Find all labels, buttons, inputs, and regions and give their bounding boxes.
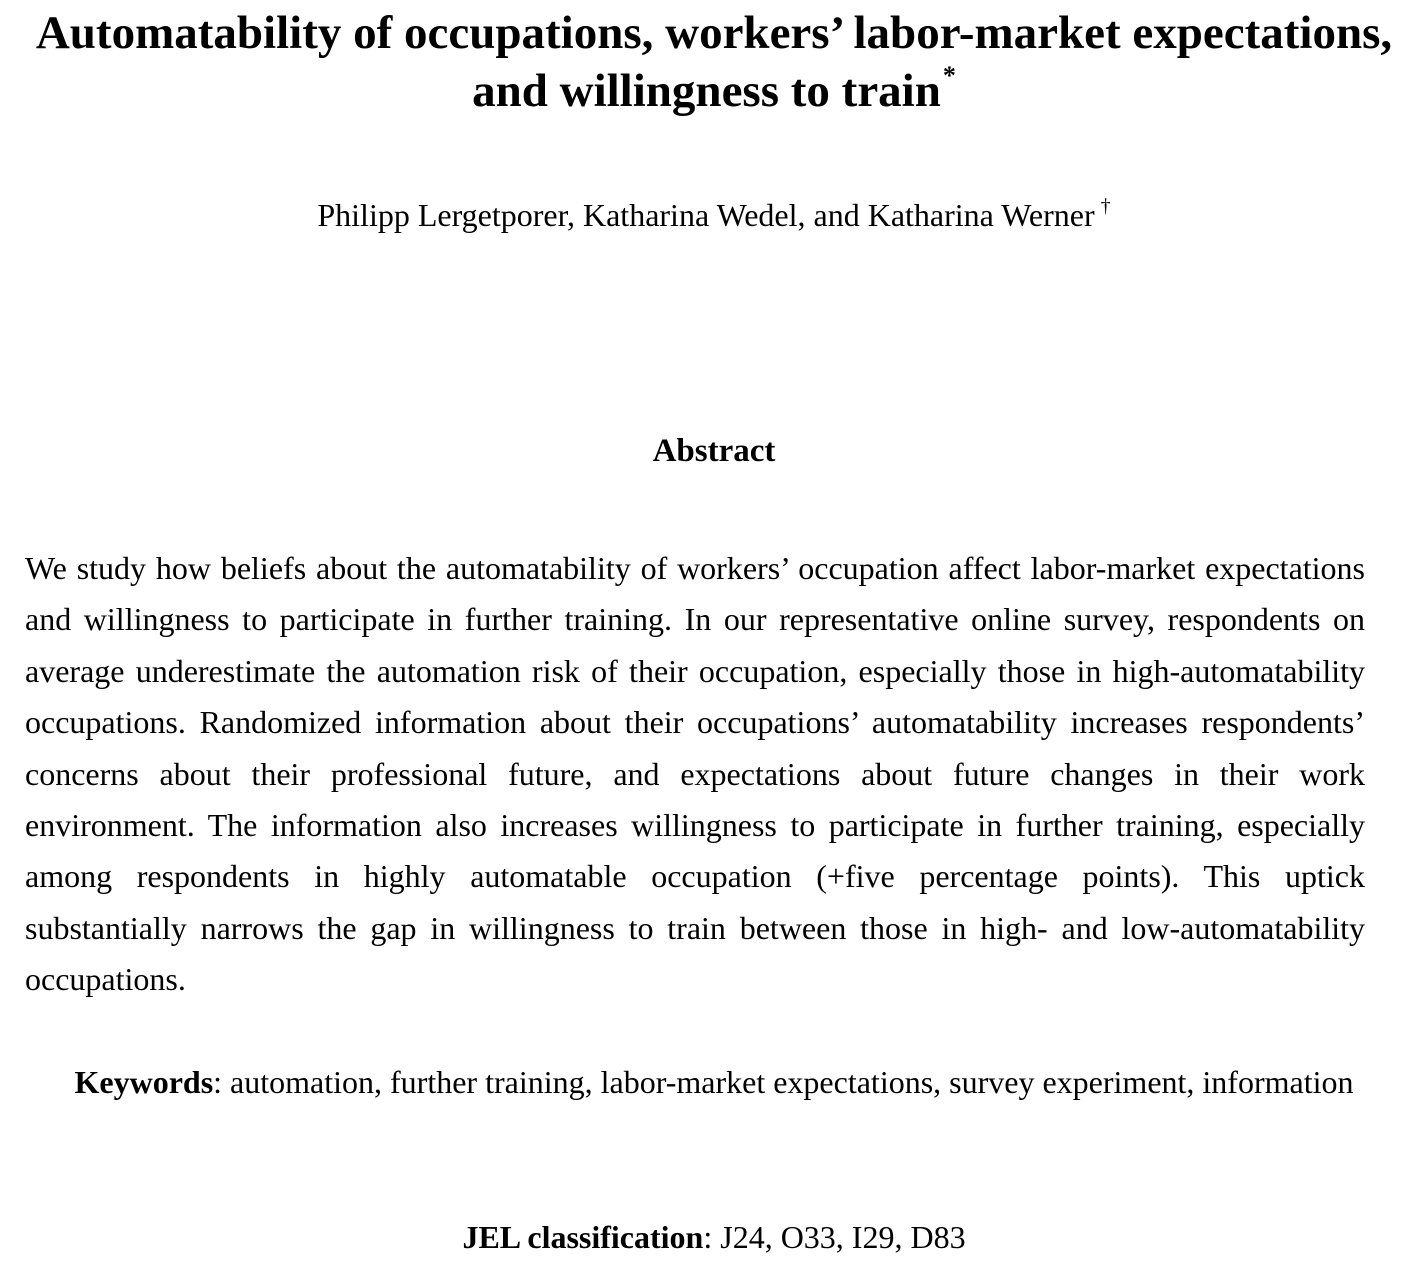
keywords-separator: :	[213, 1064, 223, 1100]
jel-separator: :	[703, 1219, 713, 1255]
paper-title	[0, 4, 1428, 120]
author-list	[0, 195, 1428, 235]
jel-classification-line	[0, 1213, 1428, 1261]
keywords-line	[60, 1057, 1368, 1108]
jel-label: JEL classification	[462, 1219, 704, 1255]
author-footnote-mark: †	[1100, 195, 1111, 217]
abstract-body: We study how beliefs about the automatability of workers’ occupation affect labor-market expectations and willingness to participate in further training. In our representative online survey, respondents on average underestimate the automation risk of their occupation, especially those in high-automatability occupations. Randomized information about their occupations’ automatability increases respondents’ concerns about their professional future, and expectations about future changes in their work environment. The information also increases willingness to participate in further training, especially among respondents in highly automatable occupation (+five percentage points). This uptick substantially narrows the gap in willingness to train between those in high- and low-automatability occupations.	[25, 550, 1365, 998]
paper-title-text: Automatability of occupations, workers’ labor-market expectations, and willingness to train	[35, 7, 1393, 117]
jel-codes: J24, O33, I29, D83	[712, 1219, 966, 1255]
author-names: Philipp Lergetporer, Katharina Wedel, and Katharina Werner	[317, 197, 1095, 233]
keywords-label: Keywords	[74, 1064, 214, 1100]
keywords-text: automation, further training, labor-market expectations, survey experiment, information	[222, 1064, 1354, 1100]
title-footnote-mark: *	[942, 61, 956, 90]
abstract-heading: Abstract	[652, 433, 776, 469]
